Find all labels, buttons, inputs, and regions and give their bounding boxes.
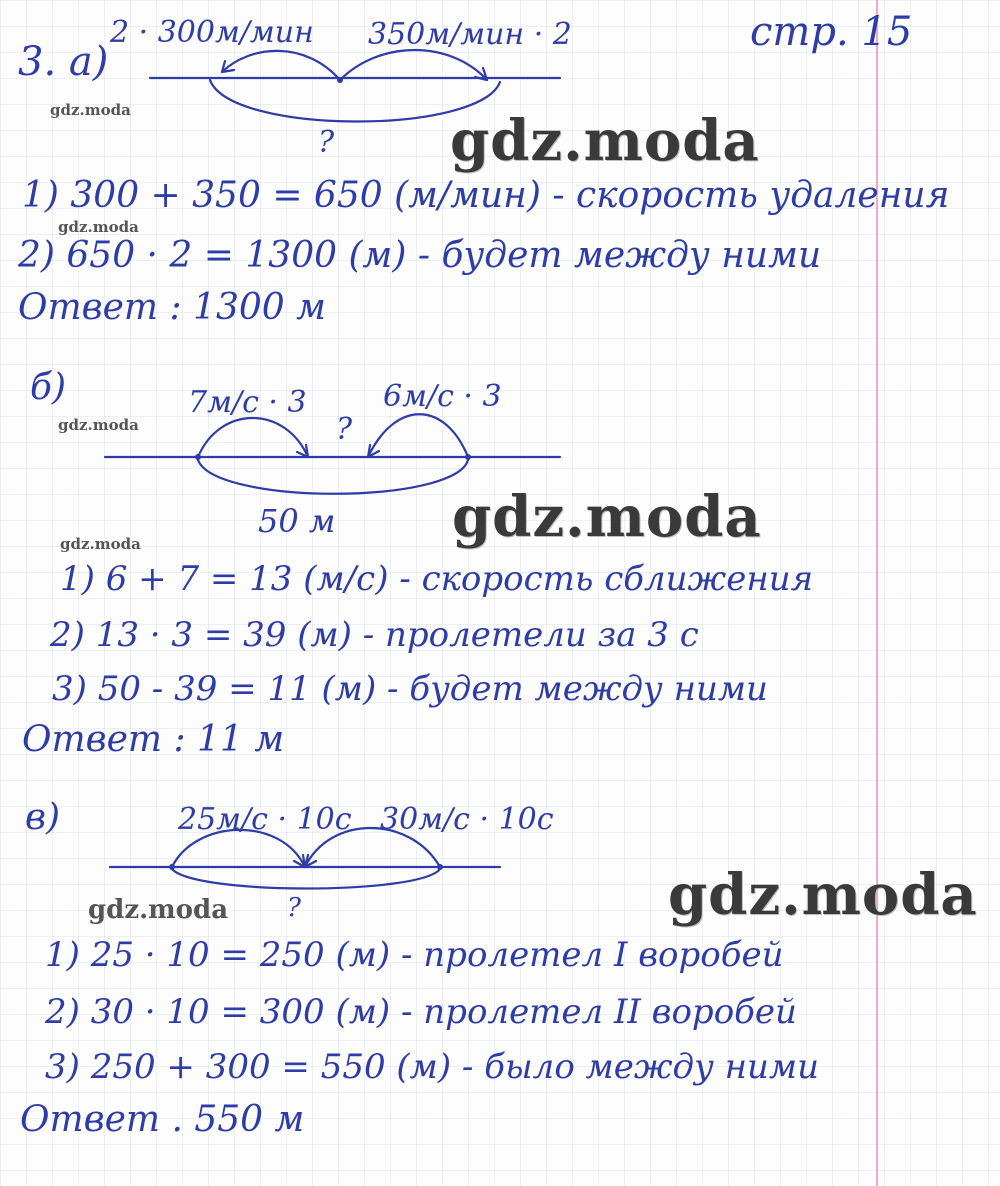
watermark-small: gdz.moda — [88, 895, 229, 925]
watermark-large: gdz.moda — [450, 108, 760, 174]
part-a-step-2: 2) 650 · 2 = 1300 (м) - будет между ними — [18, 235, 822, 276]
part-a-answer: Ответ : 1300 м — [18, 287, 326, 328]
part-a-step-1: 1) 300 + 350 = 650 (м/мин) - скорость удаления — [22, 175, 950, 216]
arc-b-bottom — [198, 460, 468, 494]
arc-a-right — [340, 50, 487, 80]
part-b-answer: Ответ : 11 м — [22, 719, 285, 760]
point-a-start — [337, 77, 343, 83]
watermark-small: gdz.moda — [58, 416, 139, 434]
point-c-left — [169, 864, 175, 870]
watermark-small: gdz.moda — [58, 218, 139, 236]
point-b-right — [465, 454, 471, 460]
part-c-step-3: 3) 250 + 300 = 550 (м) - было между ними — [45, 1047, 820, 1087]
part-a-arrow-right-label: 350м/мин · 2 — [368, 17, 572, 52]
part-b-question: ? — [336, 412, 353, 447]
part-b-step-3: 3) 50 - 39 = 11 (м) - будет между ними — [52, 669, 768, 709]
arc-a-left — [222, 51, 340, 80]
part-b-distance: 50 м — [258, 502, 336, 540]
part-c-answer: Ответ . 550 м — [20, 1099, 305, 1140]
part-a-label: 3. а) — [18, 39, 109, 85]
part-b-arrow-right-label: 6м/с · 3 — [383, 379, 502, 414]
watermark-large: gdz.moda — [668, 862, 978, 928]
part-b-arrow-left-label: 7м/с · 3 — [188, 385, 307, 420]
part-a-question: ? — [318, 125, 335, 160]
watermark-small: gdz.moda — [50, 101, 131, 119]
part-c-question: ? — [287, 893, 301, 923]
point-b-left — [195, 454, 201, 460]
part-b-label: б) — [30, 367, 67, 408]
point-c-right — [437, 864, 443, 870]
arc-b-right — [368, 414, 468, 457]
part-c-arrow-left-label: 25м/с · 10с — [178, 802, 352, 837]
part-c-step-1: 1) 25 · 10 = 250 (м) - пролетел I воробей — [45, 935, 784, 975]
part-b-step-1: 1) 6 + 7 = 13 (м/с) - скорость сближения — [60, 559, 814, 599]
part-c-arrow-right-label: 30м/с · 10с — [380, 802, 554, 837]
page-number: стр. 15 — [750, 9, 913, 55]
watermark-small: gdz.moda — [60, 535, 141, 553]
arc-c-bottom — [172, 869, 440, 889]
watermark-large: gdz.moda — [452, 484, 762, 550]
part-c-label: в) — [25, 797, 60, 838]
part-b-step-2: 2) 13 · 3 = 39 (м) - пролетели за 3 с — [50, 615, 699, 655]
arc-b-left — [198, 418, 308, 457]
part-a-arrow-left-label: 2 · 300м/мин — [110, 15, 314, 50]
part-c-step-2: 2) 30 · 10 = 300 (м) - пролетел II воробей — [45, 992, 797, 1032]
